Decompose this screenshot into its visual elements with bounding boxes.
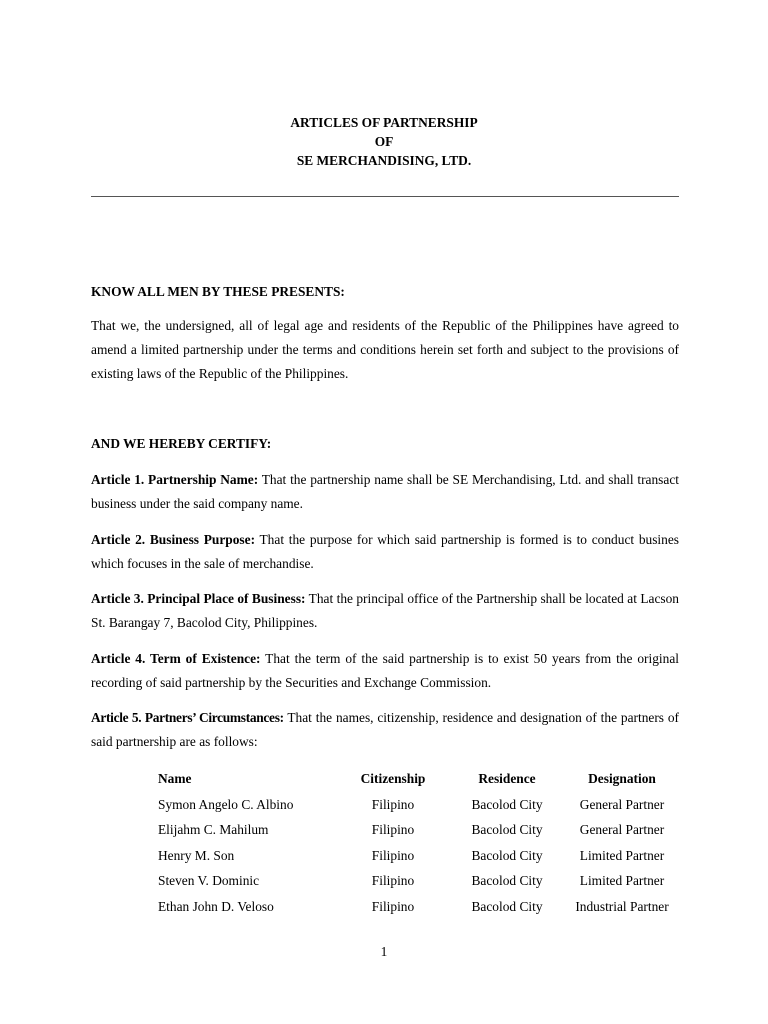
table-row <box>150 818 673 844</box>
title-line-1: ARTICLES OF PARTNERSHIP <box>290 115 478 130</box>
article-3-label: Article 3. Principal Place of Business: <box>91 591 306 606</box>
header-residence: Residence <box>478 771 536 786</box>
article-3 <box>91 587 679 635</box>
document-title <box>0 113 768 170</box>
article-5 <box>91 706 679 754</box>
article-1 <box>91 468 679 516</box>
table-header-row <box>150 766 673 792</box>
partner-residence: Bacolod City <box>471 847 543 863</box>
article-3-text: That the principal office of the Partnership shall be located at Lacson St. Barangay 7, Bacolod City, Philippines. <box>91 591 679 630</box>
partner-name: Ethan John D. Veloso <box>158 898 274 914</box>
partner-designation: Limited Partner <box>579 847 665 863</box>
partner-name: Symon Angelo C. Albino <box>158 796 294 812</box>
article-2-text: That the purpose for which said partnership is formed is to conduct busines which focuses in the sale of merchandise. <box>91 532 679 571</box>
article-1-label: Article 1. Partnership Name: <box>91 472 259 487</box>
article-4-text: That the term of the said partnership is to exist 50 years from the original recording of said partnership by the Securities and Exchange Commission. <box>91 651 679 690</box>
title-line-3: SE MERCHANDISING, LTD. <box>296 153 472 168</box>
header-designation: Designation <box>588 771 656 786</box>
table-row <box>150 792 673 818</box>
table-row <box>150 843 673 869</box>
partner-residence: Bacolod City <box>471 796 543 812</box>
article-2 <box>91 528 679 576</box>
article-5-text: That the names, citizenship, residence and designation of the partners of said partnership are as follows: <box>91 710 680 749</box>
page-number: 1 <box>380 944 388 959</box>
partner-citizenship: Filipino <box>371 847 415 863</box>
partner-designation: Limited Partner <box>579 873 665 889</box>
article-4 <box>91 647 679 695</box>
table-row <box>150 894 673 920</box>
table-row <box>150 869 673 895</box>
greeting-heading: KNOW ALL MEN BY THESE PRESENTS: <box>91 284 345 299</box>
article-5-label: Article 5. Partners’ Circumstances: <box>91 710 284 725</box>
partner-residence: Bacolod City <box>471 873 543 889</box>
title-divider <box>91 196 679 197</box>
partner-citizenship: Filipino <box>371 898 415 914</box>
partner-name: Elijahm C. Mahilum <box>158 822 269 838</box>
article-2-label: Article 2. Business Purpose: <box>91 532 256 547</box>
partner-name: Henry M. Son <box>158 847 235 863</box>
partner-designation: General Partner <box>579 796 665 812</box>
partner-citizenship: Filipino <box>371 822 415 838</box>
partners-table <box>150 766 673 920</box>
header-name: Name <box>158 771 192 786</box>
partner-designation: Industrial Partner <box>575 898 669 914</box>
partner-designation: General Partner <box>579 822 665 838</box>
partner-citizenship: Filipino <box>371 873 415 889</box>
intro-paragraph: That we, the undersigned, all of legal age and residents of the Republic of the Philippines have agreed to amend a limited partnership under the terms and conditions herein set forth and subject to the provisions of existing laws of the Republic of the Philippines. <box>91 318 679 381</box>
partner-residence: Bacolod City <box>471 898 543 914</box>
article-4-label: Article 4. Term of Existence: <box>91 651 261 666</box>
header-citizenship: Citizenship <box>360 771 426 786</box>
partner-residence: Bacolod City <box>471 822 543 838</box>
certify-heading: AND WE HEREBY CERTIFY: <box>91 436 272 451</box>
partner-citizenship: Filipino <box>371 796 415 812</box>
title-line-2: OF <box>374 134 394 149</box>
article-1-text: That the partnership name shall be SE Merchandising, Ltd. and shall transact business under the said company name. <box>91 472 679 511</box>
partner-name: Steven V. Dominic <box>158 873 260 889</box>
